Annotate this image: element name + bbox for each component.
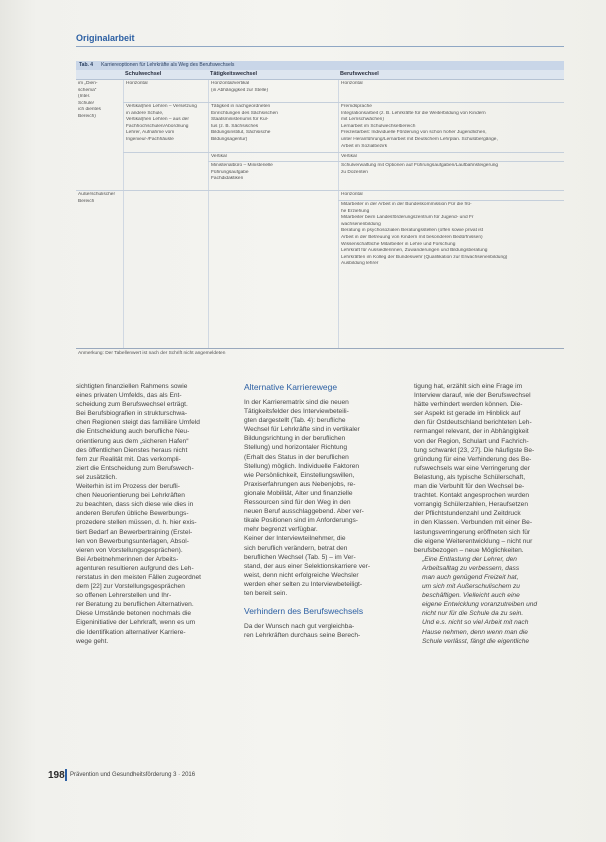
row-label-external [78, 192, 122, 205]
cell-career-change [341, 202, 563, 268]
page-number: 198 [48, 770, 65, 781]
header-rule [76, 46, 564, 47]
row-rule [208, 161, 564, 162]
text-line: gründung für eine Verhinderung des Be- [414, 455, 532, 463]
text-line: Bildungsrichtung in der beruflichen [244, 435, 346, 443]
table-footnote: Anmerkung: Der Tabellenwert ist nach der Schrift nicht angemeldeten [76, 348, 564, 357]
cell-line: Bereich) [78, 113, 96, 119]
table-body [76, 80, 564, 348]
cell-direction [341, 192, 563, 199]
cell-line: Arbeit im Sozialbezirk [341, 143, 388, 149]
career-options-table [76, 61, 564, 356]
text-line: Ressourcen sind für den Weg in den [244, 499, 351, 507]
subheading-preventing-change: Verhindern des Berufswechsels [244, 606, 364, 617]
cell-line: ich dientes [78, 107, 101, 113]
text-line: Tätigkeitsfelder des Interviewbeteili- [244, 408, 349, 416]
text-column-right [414, 382, 564, 646]
table-caption [76, 61, 564, 70]
column-rule [208, 80, 209, 348]
text-line: rer Beratung zu beruflichen Alternativen. [76, 601, 194, 609]
table-header-cell: Tätigkeitswechsel [210, 71, 258, 77]
text-line: orientierung aus dem „sicheren Hafen“ [76, 437, 189, 445]
cell-line: Schule/ [78, 100, 94, 106]
text-line: der Pflichtstundenzahl und Zeitdruck [414, 510, 521, 518]
cell-line: Führungsaufgabe [211, 169, 249, 175]
text-line: des öffentlichen Dienstes heraus nicht [76, 446, 188, 454]
text-line: ren Lehrkräften durchaus seine Berech- [244, 632, 361, 640]
cell-line: (Inter. [78, 94, 91, 100]
cell-line: Fachdidaktiken [211, 176, 244, 182]
text-line: trachtet. Kontakt angesprochen wurden [414, 492, 530, 500]
cell-line: Lehrkräften im Kolleg der Bundeswehr (Qualifikation zur Erwachsenenbildung) [341, 254, 508, 260]
row-rule [76, 190, 564, 191]
text-line: die Identifikation alternativer Karriere- [76, 628, 186, 636]
subheading-alternative-careers: Alternative Karrierewege [244, 382, 338, 392]
cell-line: Integrationsarbeit (z. B. Lehrkräfte für die Weiterbildung von Kindern [341, 110, 486, 116]
text-line: den für Ostdeutschland berichteten Leh- [414, 419, 532, 427]
text-line: rerstatus in den meisten Fällen zugeordnet [76, 573, 201, 581]
text-line: anderen Berufen übliche Bewerbungs- [76, 510, 189, 518]
text-line: sichtigten finanziellen Rahmens sowie [76, 383, 188, 390]
text-line: die eigene Weiterentwicklung – nicht nur [414, 537, 533, 545]
text-line: chen Regionen steigt das familiäre Umfeld [76, 419, 200, 427]
cell-line: Vertikal [341, 154, 357, 159]
paragraph [244, 398, 394, 598]
text-line: gionale Mobilität, Alter und finanzielle [244, 489, 353, 497]
text-line: die Entscheidung auch berufliche Neu- [76, 428, 190, 436]
text-line: Stellung) und horizontaler Richtung [244, 444, 347, 452]
cell-school-change [126, 104, 207, 144]
text-column-left [76, 382, 226, 646]
cell-line: im „Dien- [78, 81, 98, 86]
text-line: rermangel relevant, der in Abhängigkeit [414, 428, 529, 436]
table-caption-text: Karriereoptionen für Lehrkräfte als Weg des Berufswechsels [101, 62, 235, 68]
text-line: tikale Positionen sind im Anforderungs- [244, 517, 358, 525]
text-line: Arbeitsalltag zu verbessern, dass [422, 564, 520, 572]
cell-line: in andere Schule, [126, 110, 164, 116]
cell-direction [211, 154, 336, 161]
text-line: zu beachten, dass sich diese wie dies in [76, 501, 194, 509]
text-line: neuen Beruf ausschlaggebend. Aber ver- [244, 508, 364, 516]
table-header-cell: Schulwechsel [125, 71, 162, 77]
text-line: Praxiserfahrungen aus Nebenjobs, re- [244, 480, 356, 488]
table-header-cell: Berufswechsel [340, 71, 379, 77]
table-header-cell [76, 70, 123, 79]
text-line: vieren von Vorstellungsgesprächen). [76, 546, 183, 554]
cell-line: Freizeitarbeit: Individuelle Förderung von schon hoher Jugendlichen, [341, 130, 487, 136]
text-line: man auch genügend Freizeit hat, [422, 573, 519, 581]
text-line: werden eher selten zu Interviewbeteiligt- [244, 580, 363, 588]
text-line: chen Neuorientierung bei Lehrkräften [76, 492, 185, 500]
text-line: beschäftigen. Vielleicht auch eine [422, 592, 520, 600]
text-line: „Eine Entlastung der Lehrer, den [422, 555, 517, 563]
text-line: eines privaten Umfelds, das als Ent- [76, 392, 182, 400]
text-line: wege geht. [76, 637, 109, 645]
text-line: Stellung) möglich. Individuelle Faktoren [244, 462, 360, 470]
cell-direction [126, 81, 206, 88]
text-line: hätte verhindert werden können. Die- [414, 401, 523, 409]
text-line: lastungsverringerung eröffneten sich für [414, 528, 531, 536]
text-line: so offenen Lehrerstellen und Ihr- [76, 592, 172, 600]
cell-line: Beratung in psychosozialen Beratungsstellen (offen sowie privat ist [341, 228, 484, 234]
text-line: man die Verbuhlt für den Wechsel be- [414, 483, 525, 491]
cell-line: Lernarbeit im Schulwechselbereich [341, 123, 416, 129]
cell-line: Lehrkraft für Aussiedlerinnen, Zuwanderungen und Bildungsberatung [341, 248, 488, 254]
text-line: Diese Umstände betonen nochmals die [76, 610, 192, 618]
column-rule [123, 80, 124, 348]
text-column-middle [244, 382, 394, 640]
cell-line: Einrichtungen des Sächsischen [211, 110, 278, 116]
text-line: vorrangig Schülerzahlen, Heraufsetzen [414, 501, 528, 509]
cell-line: Mitarbeiter beim Landesförderungszentrum für Jugend- und Fr [341, 215, 474, 221]
text-line: ten bereit sein. [244, 589, 288, 597]
text-line: prozedere stellen müssen, d. h. hier exis- [76, 519, 197, 527]
text-line: ziert die Entscheidung zum Berufswech- [76, 464, 194, 472]
cell-line: Bereich [78, 198, 95, 204]
text-line: tigung hat, erzählt sich eine Frage im [414, 383, 523, 390]
text-line: ser Aspekt ist gerade im Hinblick auf [414, 410, 521, 418]
quotation [414, 555, 564, 646]
cell-activity-change [211, 163, 336, 183]
row-label-school [78, 81, 122, 121]
table-caption-label: Tab. 4 [79, 62, 94, 68]
text-line: weist, denn nicht erfolgreiche Wechsler [244, 571, 359, 579]
cell-line: Horizontal [126, 81, 148, 86]
paragraph [414, 382, 564, 555]
cell-line: Staatsministeriums für Kul- [211, 117, 269, 123]
row-rule [338, 200, 564, 201]
cell-line: Horizontal [341, 81, 363, 86]
folio-divider [65, 769, 67, 781]
text-line: beruflichen Wechsel (Tab. 5) – im Ver- [244, 553, 356, 561]
text-line: wie Persönlichkeit, Einstellungswillen, [244, 471, 355, 479]
column-rule [338, 80, 339, 348]
text-line: eigene Entwicklung voranzutreiben und [422, 601, 538, 609]
text-line: Eigeninitiative der Lehrkraft, wenn es um [76, 619, 196, 627]
text-line: Da der Wunsch nach gut vergleichba- [244, 623, 355, 631]
cell-line: schema“ [78, 87, 97, 93]
text-line: gten dargestellt (Tab. 4): berufliche [244, 417, 346, 425]
journal-title: Prävention und Gesundheitsförderung 3 · 2016 [70, 772, 196, 778]
text-line: Weiterhin ist im Prozess der berufli- [76, 483, 180, 491]
text-line: von der Region, Schulart und Fachrich- [414, 437, 529, 445]
cell-line: Ingenieur-/Fachhäusle [126, 136, 174, 142]
cell-line: Wissenschaftliche Mitarbeiter in Lehre und Forschung [341, 241, 456, 247]
text-line: scheidung zum Berufswechsel erträgt. [76, 401, 188, 409]
text-line: In der Karrierematrix sind die neuen [244, 399, 349, 406]
cell-line: he Erziehung [341, 208, 370, 214]
cell-line: Tätigkeit in nachgeordneten [211, 104, 271, 109]
text-line: um sich mit Außerschulischem zu [422, 583, 520, 591]
text-line: Wechsel für Lehrkräfte sind in vertikaler [244, 426, 360, 434]
text-line: in den Klassen. Verbunden mit einer Be- [414, 519, 533, 527]
text-line: rufswechsels war eine Verringerung der [414, 464, 530, 472]
cell-direction [341, 81, 563, 88]
text-line: Und e.s. nicht so viel Arbeit mit nach [422, 619, 529, 627]
text-line: stand, der aus einer Selektionskarriere ver- [244, 562, 371, 570]
cell-line: Fachhochschulen/Abordnung [126, 123, 189, 129]
cell-line: Fremdsprache [341, 104, 372, 109]
text-line: sel zusätzlich. [76, 473, 118, 481]
cell-line: unter Heranführung/Lernarbeit mit Deutschem Lehrplan. Schulübergänge, [341, 136, 498, 142]
cell-line: Außerschulischer [78, 192, 116, 197]
section-label: Originalarbeit [76, 33, 135, 43]
text-line: tiert Bedarf an Bewerbertraining (Erstel- [76, 528, 193, 536]
text-line: dem [22] zur Vorstellungsgesprächen [76, 583, 185, 591]
text-line: Bei Berufsbiografien in strukturschwa- [76, 410, 188, 418]
cell-line: Vertikal(hen Lehren – Versetzung [126, 104, 197, 109]
cell-line: tus (z. B. Sächsisches [211, 123, 259, 129]
cell-line: Bildungsinstitut, Sächsische [211, 130, 271, 136]
article-body [76, 382, 564, 752]
cell-activity-change [211, 104, 336, 144]
row-rule [123, 102, 564, 103]
cell-line: (in Abhängigkeit zur Stelle) [211, 87, 269, 93]
cell-line: wachsenenbildung [341, 221, 381, 227]
text-line: mehr begrenzt verfügbar. [244, 526, 318, 534]
cell-line: Mitarbeiter in der Arbeit in der Bundeskommission Für die frü- [341, 202, 472, 207]
text-line: berufsbezogen – neue Möglichkeiten. [414, 546, 524, 554]
text-line: Interview darauf, wie der Berufswechsel [414, 392, 531, 400]
text-line: Hause nehmen, denn wenn man die [422, 628, 528, 636]
cell-direction [211, 81, 336, 94]
table-header-row [76, 70, 564, 80]
text-line: nicht nur für die Schule da zu sein. [422, 610, 524, 618]
cell-line: Arbeit in der Betreuung von Kindern mit besonderen Bedürfnissen) [341, 234, 483, 240]
cell-line: Vertikal(hen Lehren – aus der [126, 117, 189, 123]
text-line: tung schwankt [23, 27]. Die häufigste Be- [414, 446, 535, 454]
cell-direction [341, 154, 563, 161]
cell-line: Ministerialbüro – Ministerielle [211, 163, 273, 168]
cell-career-change [341, 104, 563, 150]
text-line: len von Bewerbungsunterlagen, Absol- [76, 537, 189, 545]
cell-line: Vertikal [211, 154, 227, 159]
cell-career-change [341, 163, 563, 176]
text-line: sich beruflich verändern, betrat den [244, 544, 348, 552]
cell-line: Lehrer, Aufnahme vom [126, 130, 175, 136]
cell-line: Ausbildung lehrer [341, 261, 379, 267]
text-line: (Erhalt des Status in der beruflichen [244, 453, 349, 461]
cell-line: Horizontal/vertikal [211, 81, 250, 86]
text-line: Bei Arbeitnehmerinnen der Arbeits- [76, 555, 179, 563]
row-rule [123, 152, 564, 153]
text-line: agenturen resultieren aufgrund des Leh- [76, 564, 194, 572]
text-line: fern zur Realität mit. Das verkompli- [76, 455, 181, 463]
cell-line: zu Dozenten [341, 169, 368, 175]
cell-line: Schulverwaltung mit Optionen auf Führungsaufgaben/Laufbahnsteigerung [341, 163, 499, 168]
text-line: Keiner der Interviewteilnehmer, die [244, 535, 346, 543]
cell-line: Bildungsagentur) [211, 136, 248, 142]
text-line: Schule verlässt, fängt die eigentliche [422, 637, 530, 645]
cell-line: Horizontal [341, 192, 363, 197]
cell-line: mit Lernschwächen) [341, 117, 384, 123]
text-line: Belastung, als typische Schülerschaft, [414, 473, 526, 481]
paragraph [244, 622, 394, 640]
